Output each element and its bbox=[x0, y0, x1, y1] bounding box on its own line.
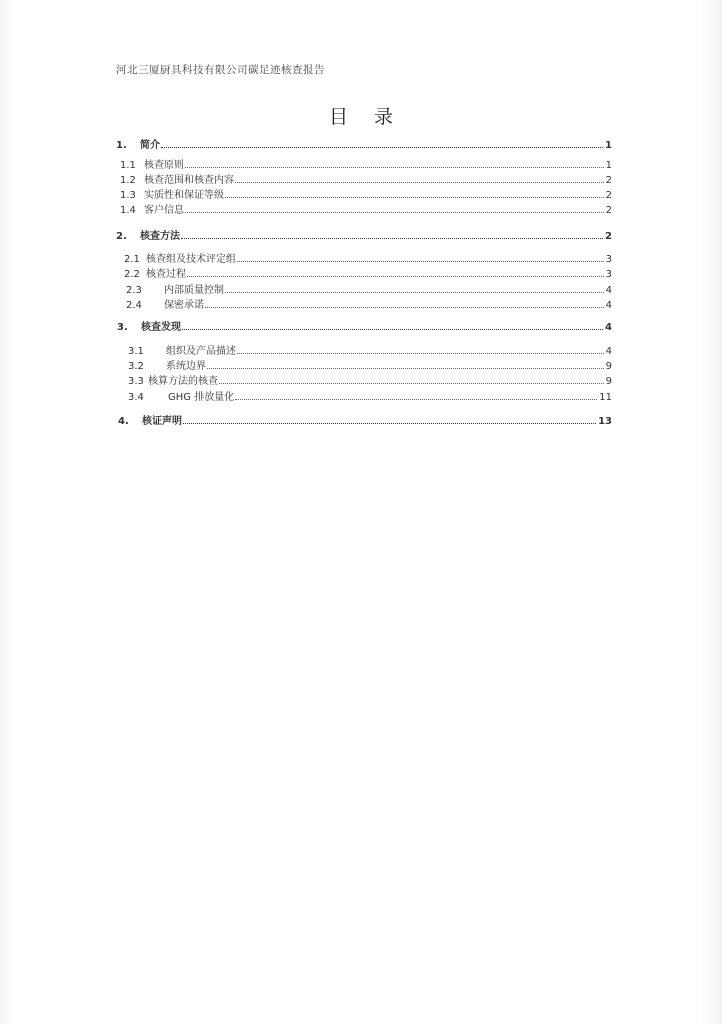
toc-entry-page: 9 bbox=[605, 361, 612, 372]
toc-entry[interactable] bbox=[116, 137, 612, 151]
toc-entry-page: 1 bbox=[605, 140, 612, 151]
toc-entry[interactable] bbox=[120, 157, 612, 171]
toc-entry-number: 2.1 bbox=[124, 254, 140, 265]
toc-entry-page: 2 bbox=[605, 190, 612, 201]
toc-entry[interactable] bbox=[116, 228, 612, 242]
toc-leader-dots bbox=[237, 352, 604, 354]
toc-leader-dots bbox=[207, 367, 604, 369]
toc-entry-number: 1.2 bbox=[120, 175, 136, 186]
toc-leader-dots bbox=[183, 422, 596, 424]
toc-entry[interactable] bbox=[118, 413, 612, 427]
toc-entry-number: 2.2 bbox=[124, 269, 140, 280]
toc-leader-dots bbox=[185, 211, 604, 213]
toc-entry-number: 2.4 bbox=[126, 300, 142, 311]
toc-entry-number: 1.3 bbox=[120, 190, 136, 201]
toc-leader-dots bbox=[225, 196, 604, 198]
toc-leader-dots bbox=[185, 166, 604, 168]
toc-entry-number: 4. bbox=[118, 416, 129, 427]
toc-entry-page: 1 bbox=[605, 160, 612, 171]
toc-entry-page: 4 bbox=[605, 322, 612, 333]
toc-entry-label: 核查原则 bbox=[144, 160, 184, 171]
toc-entry-page: 13 bbox=[598, 416, 612, 427]
toc-leader-dots bbox=[161, 146, 603, 148]
toc-entry[interactable] bbox=[124, 251, 612, 265]
toc-title: 目 录 bbox=[328, 106, 404, 128]
toc-entry-label: 核查发现 bbox=[141, 322, 181, 333]
toc-entry[interactable] bbox=[128, 389, 612, 403]
toc-entry-number: 2. bbox=[116, 231, 127, 242]
toc-entry-page: 2 bbox=[605, 231, 612, 242]
toc-leader-dots bbox=[181, 237, 603, 239]
report-header: 河北三厦厨具科技有限公司碳足迹核查报告 bbox=[116, 64, 325, 76]
toc-entry-label: 核查过程 bbox=[146, 269, 186, 280]
toc-entry[interactable] bbox=[126, 297, 612, 311]
toc-entry-page: 2 bbox=[605, 205, 612, 216]
toc-leader-dots bbox=[182, 328, 603, 330]
toc-entry-label: 保密承诺 bbox=[164, 300, 204, 311]
toc-entry-label: 客户信息 bbox=[144, 205, 184, 216]
toc-entry-number: 1.4 bbox=[120, 205, 136, 216]
toc-entry-label: 核查组及技术评定组 bbox=[146, 254, 236, 265]
toc-entry-number: 3.3 bbox=[128, 376, 144, 387]
toc-entry-page: 9 bbox=[605, 376, 612, 387]
toc-leader-dots bbox=[225, 291, 604, 293]
toc-entry-number: 3.2 bbox=[128, 361, 144, 372]
toc-entry[interactable] bbox=[124, 266, 612, 280]
toc-entry-page: 11 bbox=[599, 392, 612, 403]
toc-entry[interactable] bbox=[128, 358, 612, 372]
toc-entry[interactable] bbox=[128, 373, 612, 387]
toc-entry-page: 4 bbox=[605, 285, 612, 296]
toc-entry-label: GHG 排放量化 bbox=[168, 392, 235, 403]
toc-entry-label: 简介 bbox=[140, 140, 160, 151]
toc-entry-number: 3.1 bbox=[128, 346, 144, 357]
toc-entry[interactable] bbox=[120, 202, 612, 216]
toc-entry-number: 3. bbox=[117, 322, 128, 333]
toc-entry-label: 内部质量控制 bbox=[164, 285, 224, 296]
toc-entry-number: 2.3 bbox=[126, 285, 142, 296]
toc-entry-label: 组织及产品描述 bbox=[166, 346, 236, 357]
toc-entry-page: 3 bbox=[605, 254, 612, 265]
toc-entry-number: 1. bbox=[116, 140, 127, 151]
toc-entry-number: 1.1 bbox=[120, 160, 136, 171]
toc-entry-page: 4 bbox=[605, 300, 612, 311]
toc-entry-page: 2 bbox=[605, 175, 612, 186]
toc-entry-label: 核算方法的核查 bbox=[148, 376, 218, 387]
toc-entry[interactable] bbox=[128, 343, 612, 357]
toc-leader-dots bbox=[235, 181, 604, 183]
toc-leader-dots bbox=[205, 306, 604, 308]
toc-entry-label: 核查方法 bbox=[140, 231, 180, 242]
toc-entry[interactable] bbox=[117, 319, 612, 333]
toc-entry[interactable] bbox=[120, 172, 612, 186]
toc-entry-label: 核证声明 bbox=[142, 416, 182, 427]
toc-entry-label: 系统边界 bbox=[166, 361, 206, 372]
toc-leader-dots bbox=[187, 275, 604, 277]
toc-entry-number: 3.4 bbox=[128, 392, 144, 403]
toc-leader-dots bbox=[235, 398, 597, 400]
toc-entry-label: 实质性和保证等级 bbox=[144, 190, 224, 201]
toc-entry-label: 核查范围和核查内容 bbox=[144, 175, 234, 186]
toc-entry-page: 3 bbox=[605, 269, 612, 280]
toc-leader-dots bbox=[219, 382, 604, 384]
toc-entry[interactable] bbox=[126, 282, 612, 296]
toc-entry-page: 4 bbox=[605, 346, 612, 357]
toc-entry[interactable] bbox=[120, 187, 612, 201]
toc-leader-dots bbox=[237, 260, 604, 262]
